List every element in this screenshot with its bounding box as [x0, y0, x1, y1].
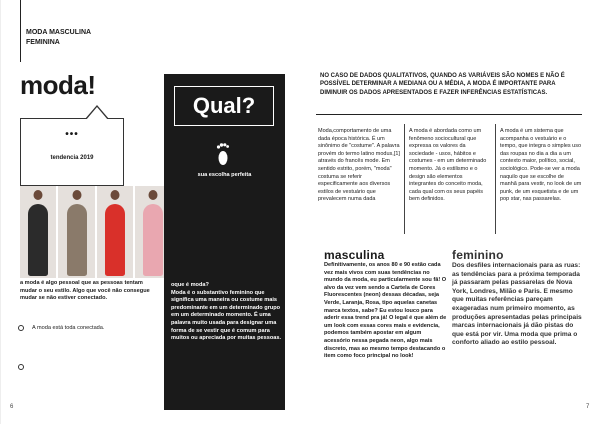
text-column: Moda,comportamento de uma dada época histórica. É um sinônimo de "costume". A palavra provém do termo latino modus,[1] através do francês mode. Em sentido estrito, porém, "moda" costuma se referir especificamente aos diversos estilos de vestuário que prevalecem numa dada: [318, 128, 400, 203]
text-column: A moda é um sistema que acompanha o vestuário e o tempo, que integra o simples uso das roupas no dia a dia a um contexto maior, político, social, sociológico. Pode-se ver a moda naquilo que se escolhe de manhã para vestir, no look de um punk, de um esquetista e de um pop star, nas passarelas.: [500, 128, 582, 203]
masculina-heading: masculina: [324, 248, 385, 262]
feminino-text: Dos desfiles internacionais para as ruas: as tendências para a próxima temporada já passaram pelas passarelas de Nova York, Londres, Milão e Paris. E mesmo que muitas referências pareçam exageradas num primeiro momento, as produções apresentadas pelas principais marcas internacionais já dão pistas do que está por vir. Uma moda que prima o conforto aliado ao estilo pessoal.: [452, 262, 582, 347]
runway-photo: [97, 186, 133, 278]
page-title: moda!: [20, 70, 96, 100]
feminino-heading: feminino: [452, 248, 504, 262]
page-gutter: [0, 0, 1, 424]
page-number-left: 6: [10, 404, 14, 410]
column-divider: [495, 124, 496, 234]
runway-photo: [20, 186, 56, 278]
section-label: MODA MASCULINA FEMININA: [26, 29, 91, 46]
runway-photo: [58, 186, 94, 278]
speech-callout: [20, 118, 124, 186]
bullet-text: A moda está toda conectada.: [32, 325, 105, 331]
callout-dots: •••: [65, 129, 79, 140]
page-number-right: 7: [586, 404, 590, 410]
bullet-circle: [18, 364, 24, 370]
panel-answer: Moda é o substantivo feminino que significa uma maneira ou costume mais predominante em um determinado grupo em um determinado momento. É uma palavra muito usada para designar uma forma de se vestir que é comum para muitos ou apreciada por muitas pessoas.: [171, 289, 282, 342]
horizontal-rule: [316, 114, 582, 115]
intro-caps-text: NO CASO DE DADOS QUALITATIVOS, QUANDO AS VARIÁVEIS SÃO NOMES E NÃO É POSSÍVEL DETERMINAR A MEDIANA OU A MÉDIA, A MODA É IMPORTANTE PARA DIMINUIR OS DADOS APRESENTADOS E FAZER INFERÊNCIAS ESTATÍSTICAS.: [320, 73, 565, 96]
section-rule: [20, 0, 21, 62]
panel-subtitle: sua escolha perfeita: [197, 172, 252, 178]
panel-text: [171, 282, 283, 343]
qual-heading: Qual?: [174, 86, 274, 126]
text-column: A moda é abordada como um fenômeno sociocultural que expressa os valores da sociedade - usos, hábitos e costumes - em um determinado momento. Já o estilismo e o design são elementos integrantes do conceito moda, cada qual com os seus papéis bem definidos.: [409, 128, 487, 203]
panel-question: oque é moda?: [171, 282, 209, 288]
callout-caption: tendencia 2019: [50, 155, 94, 161]
bullet-circle: [18, 325, 24, 331]
footprint-icon: [214, 142, 232, 166]
column-divider: [404, 124, 405, 234]
masculina-text: Definitivamente, os anos 80 e 90 estão cada vez mais vivos com suas tendências no mundo da moda, eu particularmente sou fã! O alvo da vez vem sendo a Cartela de Cores Fluorescentes (neon) dessas décadas, seja Verde, Laranja, Rosa, tipo aquelas canetas marca textos, sabe? Eu estou louco para aderir essa trend pra já! O legal é que além de um look com essas cores mais e evidencia, podemos também apostar em algum acessório nessa pegada neon, algo mais discreto, mas ao mesmo tempo destacando o item como foco principal no look!: [324, 262, 447, 360]
black-panel: [164, 74, 285, 410]
left-body-text: a moda é algo pessoal que as pessoas tentam mudar o seu estilo. Algo que você não consegue mudar se não estiver conectado.: [20, 280, 150, 301]
